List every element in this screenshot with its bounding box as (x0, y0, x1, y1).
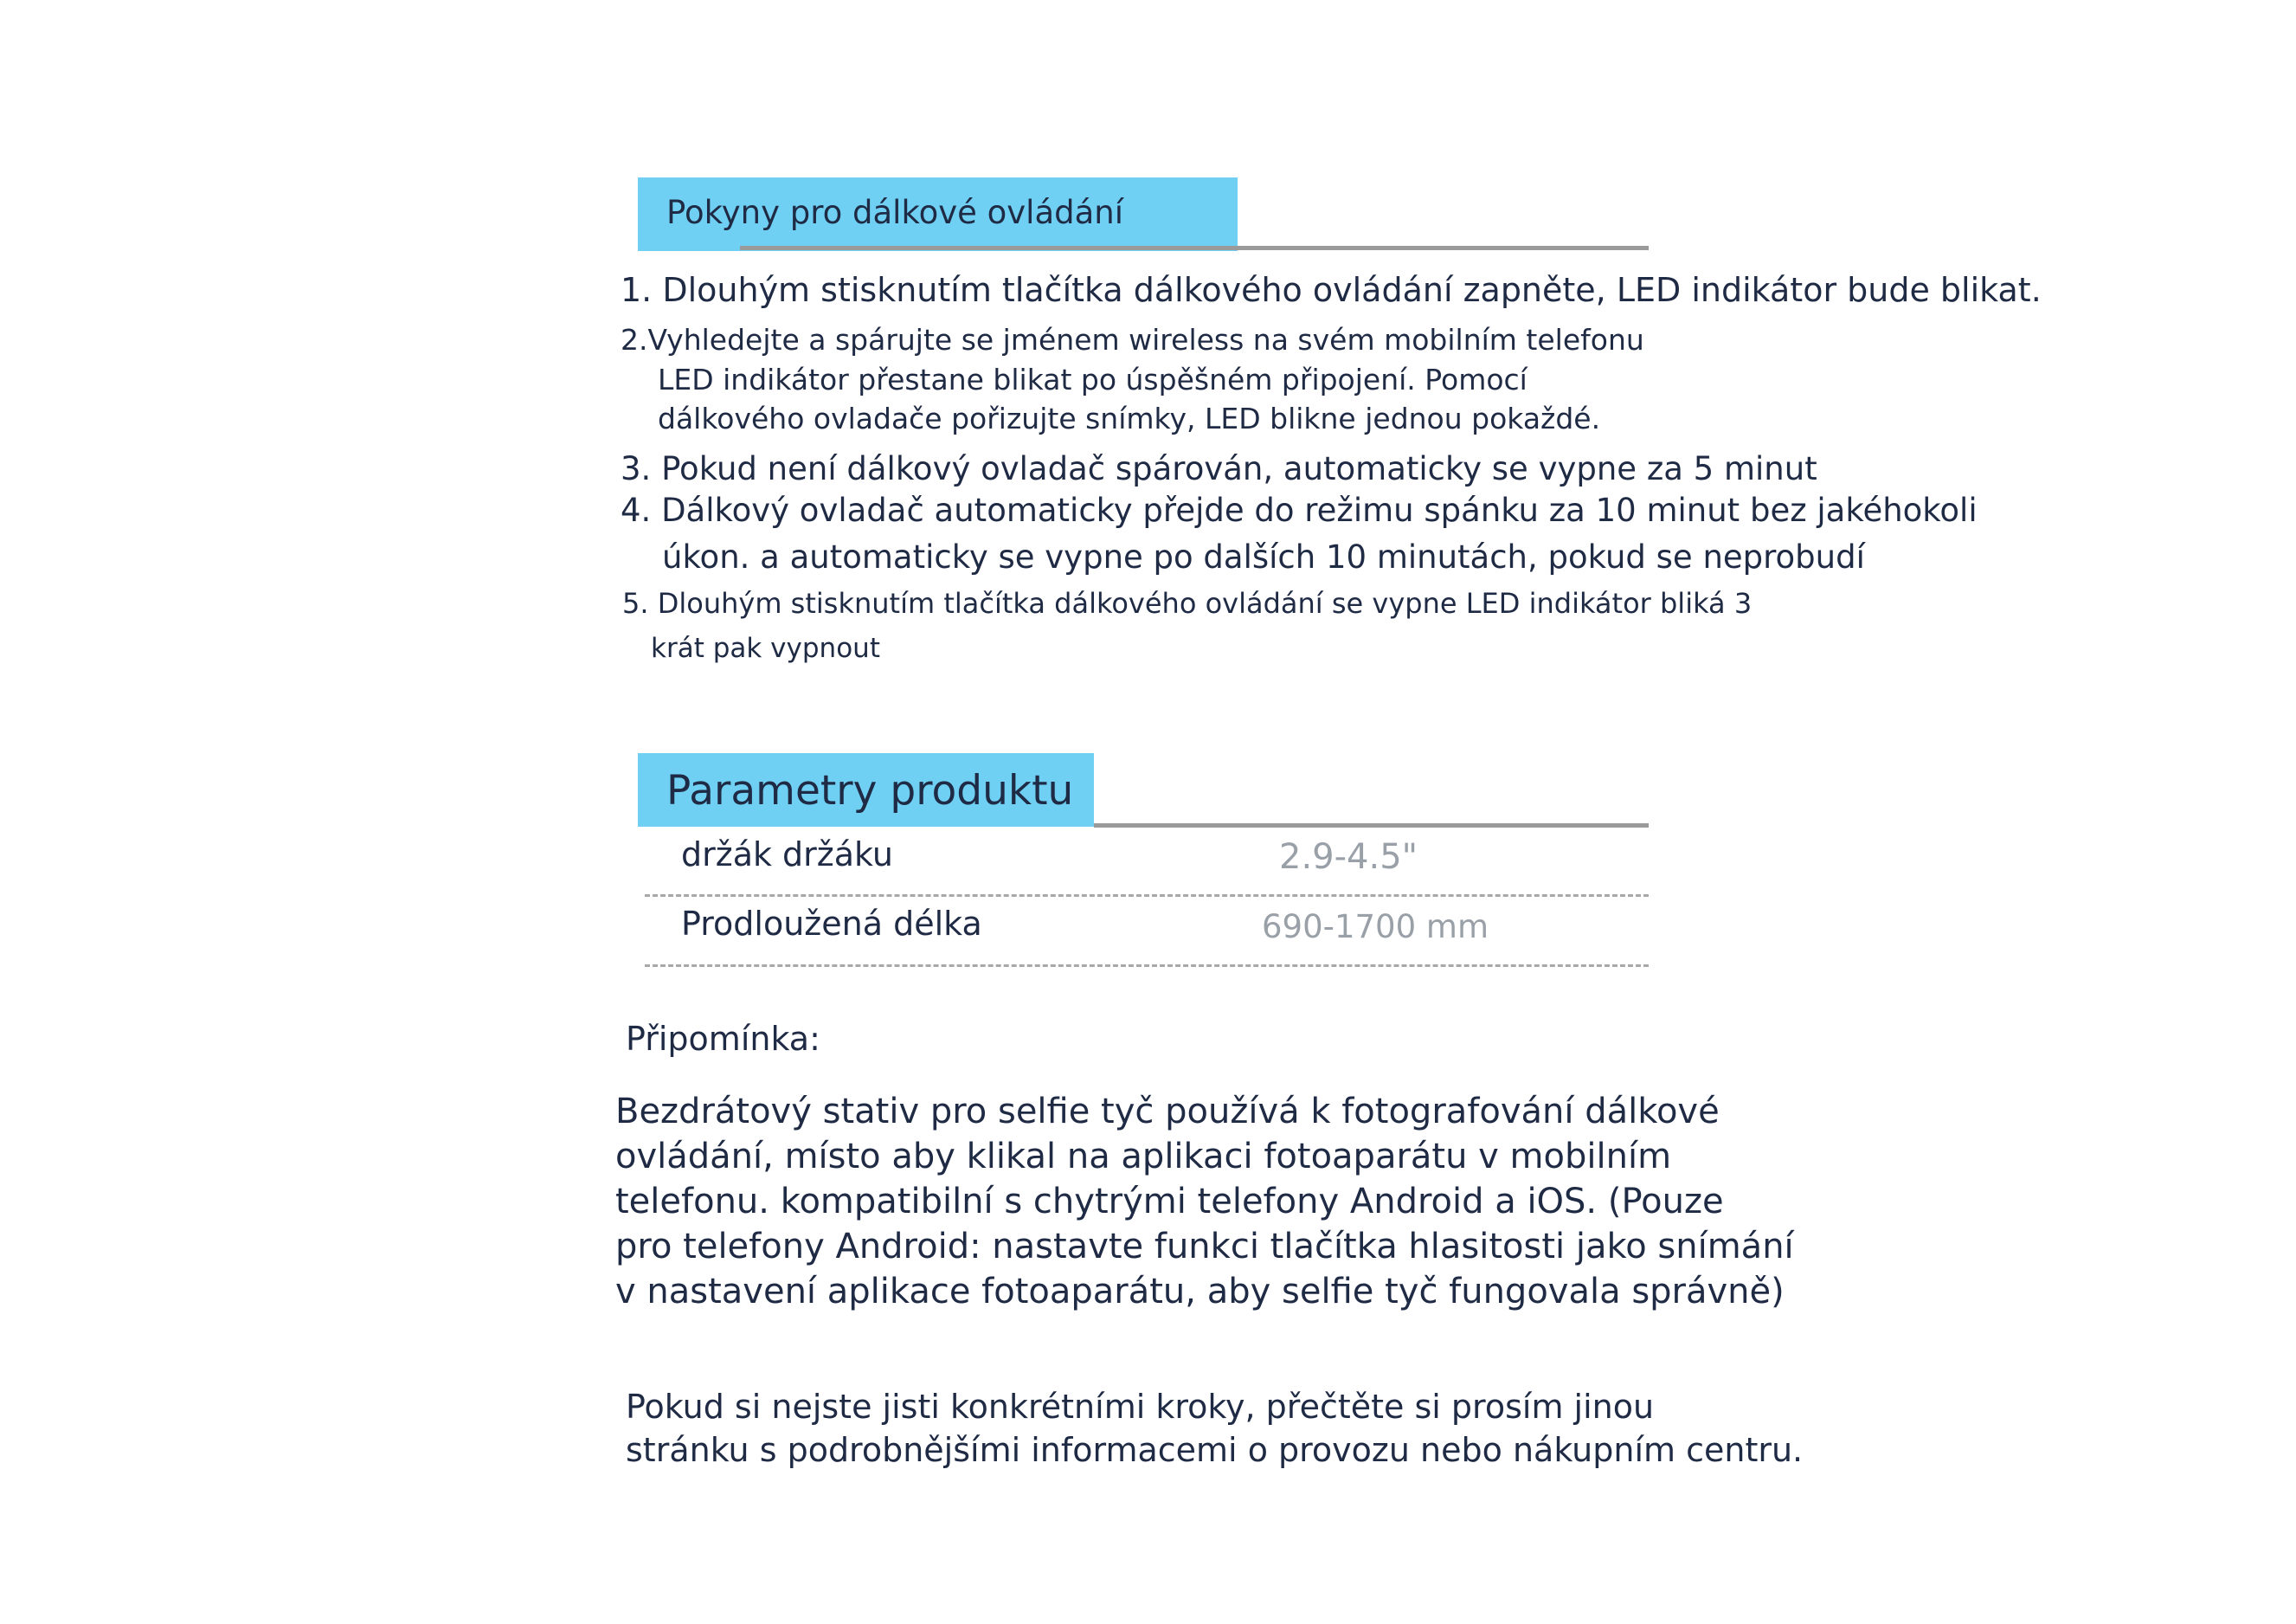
footer-note (626, 1385, 1803, 1472)
table-divider (645, 894, 1649, 897)
param-value-holder: 2.9-4.5" (1279, 837, 1418, 877)
footer-note-line: Pokud si nejste jisti konkrétními kroky, přečtěte si prosím jinou (626, 1388, 1655, 1426)
section-rule (1094, 823, 1649, 828)
reminder-line: telefonu. kompatibilní s chytrými telefony Android a iOS. (Pouze (615, 1182, 1724, 1221)
instruction-item-5-line-2: krát pak vypnout (651, 633, 880, 664)
footer-note-line: stránku s podrobnějšími informacemi o provozu nebo nákupním centru. (626, 1431, 1804, 1469)
param-value-extended-length: 690-1700 mm (1262, 908, 1489, 945)
product-params-header (638, 753, 1094, 827)
table-divider (645, 964, 1649, 967)
remote-instructions-title: Pokyny pro dálkové ovládání (666, 194, 1124, 231)
instruction-item-2-line-2: LED indikátor přestane blikat po úspěšném připojení. Pomocí (658, 363, 1527, 396)
instruction-item-3: 3. Pokud není dálkový ovladač spárován, automaticky se vypne za 5 minut (621, 450, 1817, 487)
reminder-line: pro telefony Android: nastavte funkci tlačítka hlasitosti jako snímání (615, 1227, 1794, 1266)
product-params-title: Parametry produktu (666, 767, 1074, 815)
reminder-line: v nastavení aplikace fotoaparátu, aby selfie tyč fungovala správně) (615, 1272, 1785, 1311)
instruction-item-4: 4. Dálkový ovladač automaticky přejde do režimu spánku za 10 minut bez jakéhokoli (621, 492, 1978, 529)
instruction-item-5: 5. Dlouhým stisknutím tlačítka dálkového ovládání se vypne LED indikátor bliká 3 (622, 587, 1753, 620)
reminder-title: Připomínka: (626, 1020, 820, 1058)
param-label-extended-length: Prodloužená délka (681, 905, 982, 943)
instruction-item-2-line-3: dálkového ovladače pořizujte snímky, LED blikne jednou pokaždé. (658, 402, 1601, 435)
reminder-line: ovládání, místo aby klikal na aplikaci fotoaparátu v mobilním (615, 1137, 1672, 1176)
reminder-paragraph (615, 1089, 1794, 1314)
reminder-line: Bezdrátový stativ pro selfie tyč používá k fotografování dálkové (615, 1092, 1720, 1131)
section-rule (740, 246, 1649, 250)
instruction-item-2: 2.Vyhledejte a spárujte se jménem wireless na svém mobilním telefonu (621, 323, 1644, 357)
instruction-item-1: 1. Dlouhým stisknutím tlačítka dálkového ovládání zapněte, LED indikátor bude blikat. (621, 271, 2042, 309)
remote-instructions-header (638, 177, 1238, 251)
instruction-item-4-line-2: úkon. a automaticky se vypne po dalších 10 minutách, pokud se neprobudí (662, 538, 1865, 576)
param-label-holder: držák držáku (681, 835, 893, 873)
